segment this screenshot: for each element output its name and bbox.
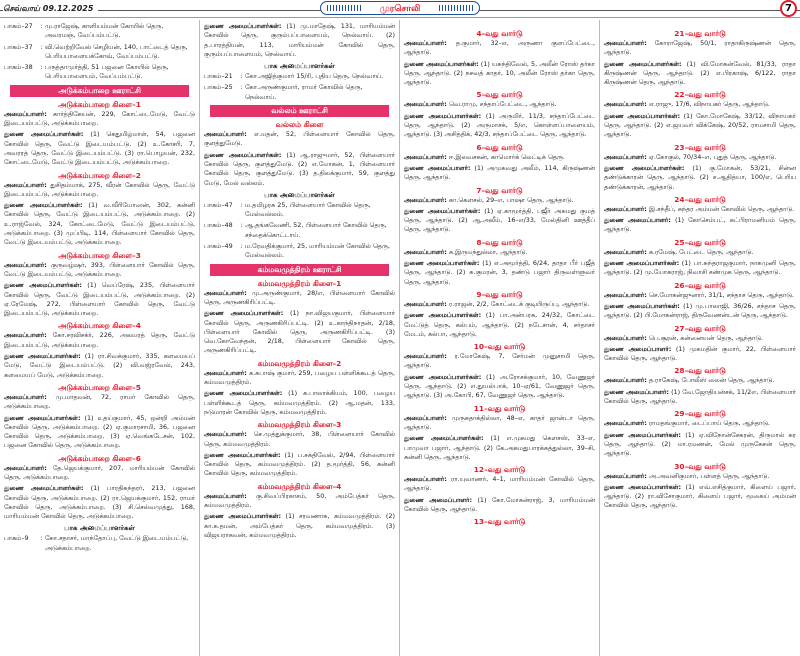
member-details: கோராஜேஷ், 50/1, ராதாகிருஷ்ணன் தெரு, ஆந்தாடு. <box>604 39 796 57</box>
role-label: துணை அமைப்பாளர்: <box>404 163 471 172</box>
member-details: ஏ.கோகுல், 70/34–எ, புதுத் தெரு, ஆந்தாடு. <box>648 152 777 161</box>
member-entry <box>404 259 595 287</box>
role-label: அமைப்பாளர்: <box>4 109 47 118</box>
member-entry <box>604 388 796 407</box>
column-3 <box>400 20 600 656</box>
booth-row <box>4 43 195 62</box>
role-label: அமைப்பாளர்: <box>404 352 447 361</box>
member-entry <box>4 201 195 247</box>
role-label: துணை அமைப்பாளர்: <box>604 344 672 353</box>
member-details: ஈ.இலவசகன், காமொர்க் லெட்டிக் தெரு. <box>448 152 565 161</box>
member-entry <box>4 331 195 350</box>
role-label: அமைப்பாளர்: <box>4 180 47 189</box>
member-entry <box>404 39 595 58</box>
member-entry <box>4 393 195 412</box>
role-label: அமைப்பாளர்: <box>604 39 647 47</box>
member-entry <box>4 181 195 200</box>
role-label: அமைப்பாளர்: <box>604 376 647 385</box>
branch-heading: கம்மவமுத்திரம் கிளை–2 <box>257 358 342 368</box>
booth-number: பாகம்–38 <box>4 63 33 72</box>
role-label: அமைப்பாளர்: <box>204 130 247 139</box>
member-details: மு.மாதவன், 72, ராமர் கோவில் தெரு, அடுக்கம்பாறை. <box>4 392 195 411</box>
member-entry <box>604 60 796 88</box>
branch-heading: 13–வது வார்டு <box>473 517 526 527</box>
member-entry <box>404 414 595 433</box>
member-details: (1) ஆ.ராஜுமார், 52, பிள்ளையார் கோவில் தெரு, குளத்துமேடு. (2) எ.மோகன், 1, பிள்ளையார் கோவில் தெரு, குளத்துமேடு. (3) த.திலக்குமார், 59, குளத்து மேடு, மேல் வல்லம். <box>204 150 395 187</box>
role-label: துணை அமைப்பாளர்கள்: <box>204 150 282 159</box>
branch-heading: 4–வது வார்டு <box>476 29 523 38</box>
member-entry <box>4 261 195 280</box>
member-details: கா.கௌசல், 29–எ, பாஷா தெரு, ஆந்தாடு. <box>448 195 574 204</box>
member-entry <box>404 496 595 515</box>
member-entry <box>204 151 395 188</box>
member-entry <box>204 512 395 540</box>
member-details: (1) கோ.மோகன்ராஜ், 3, மாரியம்மன் கோவில் தெரு, ஆந்தாடு. <box>404 495 595 513</box>
booth-separator: : <box>240 242 243 251</box>
member-details: (1) வி.மோகன்வேல், 81/33, ராதா கிருஷ்ணன் தெரு, ஆந்தாடு. (2) எ.பிரகாஷ், 6/122, ராதா கிருஷ்ணன் தெரு, ஆந்தாடு. <box>604 59 796 87</box>
branch-heading: 5–வது வார்டு <box>476 90 523 100</box>
role-label: அமைப்பாளர்: <box>204 430 247 439</box>
member-entry <box>4 484 195 521</box>
role-label: துணை அமைப்பாளர்கள்: <box>604 301 680 310</box>
section-heading: பாக அமைப்பாளர்கள் <box>264 190 335 199</box>
booth-row <box>204 72 395 81</box>
member-details: (1) அமுகவது அலீம், 114, கிருஷ்ணன் தெரு, ஆந்தாடு. <box>404 163 596 182</box>
role-label: துணை அமைப்பாளர்: <box>604 216 671 225</box>
member-entry <box>404 112 595 140</box>
booth-agent: வி.வெற்றிவேல் செழியன், 140, பாட்டைத் தெரு, பெரியபாளையக்கோவ், வேப்பம்பட்டு. <box>45 42 188 60</box>
member-details: (1) வே.ஜோதியன்சக், 11/2எ, பிள்ளையார் கோவில் தெரு, ஆந்தாடு. <box>604 387 796 406</box>
member-details: (1) அ.ரோசக்குமார், 10, வேணுஜர் தெரு, ஆந்தாடு. (2) எ.துயல்பாக், 10–ஏ/61, வேணுஜர் தெரு, ஆந்தாடு. (3) அ.கோபி, 67, வேணுஜர் தெரு, ஆந்தாடு. <box>404 372 595 400</box>
member-details: செ.முத்துக்குமார், 38, பிள்ளையார் கோவில் தெரு, கம்மவமுத்திரம். <box>204 430 395 448</box>
member-entry <box>604 376 796 385</box>
column-2 <box>200 20 400 656</box>
member-entry <box>404 164 595 183</box>
member-details: முருகதாக்தில்லா, 48–எ, காதர் ஜான்டா தெரு, ஆந்தாடு. <box>404 413 595 431</box>
member-details: (1) நா.விஜயகுமார், பிள்ளையார் கோவில் தெரு, அருணகிரிப்பட்டி. (2) உ.காந்திநாதன், 2/18, பிள்ளையார் கோவில் தெரு, அருணகிரிப்பட்டி. (3) வெ.கோவேந்தன், 2/18, பிள்ளையார் கோவில் தெரு, அருணகிரிப்பட்டி. <box>204 309 395 355</box>
member-details: (1) பா.அன்பரசு, 24/32, கோட்டை மேட்டுத் தெரு, கல்பம், ஆந்தாடு. (2) நடேசான், 4, சர்தாசர் மேடம், கல்பா, ஆந்தாடு. <box>404 311 595 338</box>
branch-heading: அடுக்கம்பாறை கிளை–2 <box>58 170 141 180</box>
booth-number: பாகம்–37 <box>4 42 33 51</box>
booth-separator: : <box>240 72 243 81</box>
role-label: அமைப்பாளர்: <box>604 290 647 299</box>
role-label: துணை அமைப்பாளர்கள்: <box>404 259 480 268</box>
booth-row <box>204 83 395 102</box>
member-details: த.ராகேஷ், போலீஸ் லைன் தெரு, ஆந்தாடு. <box>648 376 775 385</box>
role-label: துணை அமைப்பாளர்கள்: <box>404 372 482 381</box>
role-label: அமைப்பாளர்: <box>604 419 647 428</box>
branch-heading: 26–வது வார்டு <box>674 280 726 290</box>
column-4 <box>600 20 800 656</box>
member-details: (1) ப.சக்திவேல், 2/94, பிள்ளையார் கோவில் தெரு, கம்மவமுத்திரம். (2) த.மூர்த்தி, 56, கன்னி கோவில் தெரு, கம்மவமுத்திரம். <box>204 450 395 478</box>
page-number: 7 <box>780 0 797 17</box>
booth-number: பாகம்–48 <box>204 221 233 230</box>
booth-agent: பருத்தாமுர்த்தி, 51 பஜனை கோயில் தெரு, பெரியபாளையம், வேப்பம்பட்டு. <box>45 63 169 81</box>
booth-separator: : <box>40 63 43 72</box>
branch-heading: 28–வது வார்டு <box>674 366 726 376</box>
panchayat-banner: வல்லம் ஊராட்சி <box>210 105 389 117</box>
booth-number: பாகம்–47 <box>204 200 233 209</box>
panchayat-banner: கம்மவமுத்திரம் ஊராட்சி <box>210 264 389 276</box>
member-entry <box>4 464 195 483</box>
member-entry <box>604 100 796 109</box>
member-details: ர.மோகேஷ், 7, சேர்மன் முனுசாமி தெரு, ஆந்தாடு. <box>404 352 595 370</box>
booth-number: பாகம்–49 <box>204 242 233 251</box>
member-details: வெ.ராமு, சந்தாப்பேட்டை, ஆந்தாடு. <box>448 100 557 109</box>
member-entry <box>4 414 195 451</box>
member-entry <box>604 39 796 58</box>
role-label: துணை அமைப்பாளர்கள்: <box>204 389 283 398</box>
role-label: துணை அமைப்பாளர்கள்: <box>404 59 479 68</box>
member-details: எ.ராஜு, 17/6, விநாயகர் தெரு, ஆந்தாடு. <box>648 100 770 109</box>
booth-agent: கோ.அருண்குமார், ராமர் கோவில் தெரு, நெல்வாய். <box>245 83 363 101</box>
role-label: அமைப்பாளர்: <box>204 491 247 500</box>
member-details: (1) கு.மோகன், 53/21, சின்ன தண்டுக்காரன் தெரு, ஆந்தாடு. (2) ச.ஆதித்யா, 100/எ, பெரிய தண்டுக்காரன், ஆந்தாடு. <box>604 163 796 191</box>
member-entry <box>604 153 796 162</box>
member-entry <box>204 430 395 449</box>
booth-number: பாகம்–9 <box>4 534 29 543</box>
booth-number: பாகம்–25 <box>204 83 233 92</box>
role-label: அமைப்பாளர்: <box>404 195 447 204</box>
member-entry <box>604 205 796 214</box>
role-label: துணை அமைப்பாளர்கள்: <box>404 206 481 215</box>
booth-agent: மு.ராஜேஷ், காளியம்மன் கோயில் தெரு, அவரமஞ், வேப்பம்பட்டு. <box>45 22 164 40</box>
article-columns <box>0 20 800 656</box>
role-label: துணை அமைப்பாளர்கள்: <box>4 484 84 493</box>
branch-heading: 12–வது வார்டு <box>473 465 526 475</box>
role-label: அமைப்பாளர்: <box>604 204 647 213</box>
role-label: அமைப்பாளர்: <box>204 288 247 297</box>
masthead-title-text: முரசொலி <box>379 4 421 14</box>
member-entry <box>604 345 796 364</box>
role-label: அமைப்பாளர்: <box>4 392 47 401</box>
member-entry <box>204 130 395 149</box>
member-entry <box>404 300 595 309</box>
column-1 <box>0 20 200 656</box>
member-entry <box>604 483 796 511</box>
member-details: (1) க.பாலாக்கியம், 100, பழைய பள்ளிக்கூடத் தெரு, கம்மவமுத்திரம். (2) ஆ.மதன், 133, நடுமாரன் கோவில் தெரு, கம்மவமுத்திரம். <box>204 389 395 416</box>
role-label: அமைப்பாளர்: <box>604 333 647 342</box>
member-entry <box>604 248 796 257</box>
role-label: அமைப்பாளர்: <box>404 100 447 109</box>
role-label: துணை அமைப்பாளர்கள்: <box>604 111 681 120</box>
member-entry <box>204 389 395 417</box>
masthead-ornament-left <box>327 5 361 11</box>
role-label: துணை அமைப்பாளர்கள்: <box>604 163 685 172</box>
member-details: ராமதங்குமார், டைப்பாய் தெரு, ஆந்தாடு. <box>648 419 770 428</box>
branch-heading: 11–வது வார்டு <box>473 403 526 413</box>
booth-row <box>4 22 195 41</box>
role-label: அமைப்பாளர்: <box>604 100 647 109</box>
member-details: மு.அருண்குமார், 28/எ, பிள்ளையார் கோவில் தெரு, அருணகிரிப்பட்டி. <box>204 288 395 306</box>
member-entry <box>604 291 796 300</box>
role-label: அமைப்பாளர்: <box>604 247 647 256</box>
role-label: துணை அமைப்பாளர்கள்: <box>4 201 83 210</box>
branch-heading: அடுக்கம்பாறை கிளை–5 <box>58 382 141 392</box>
member-details: குருவழ்ஷர், 393, பிள்ளையார் கோவில் தெரு, வேட்டு இடையம்பட்டு, அடுக்கம்பாறை. <box>4 260 195 278</box>
member-details: (1) யசுந்திவேல், 5, அலீன் ரோஸ் தர்கா தெரு, ஆந்தாடு. (2) நசவத் காதர், 10, அலீன் ரோஸ் தர்கா தெரு, ஆந்தாடு. <box>404 59 595 87</box>
masthead-ornament-right <box>439 5 473 11</box>
role-label: அமைப்பாளர்: <box>604 471 647 480</box>
member-details: (1) கோ.மோகேஷ், 33/12, விநாயகர் தெரு, ஆந்தாடு. (2) எ.ஜயவர் விக்கேஷ், 20/52, ராமசாமி தெரு, ஆந்தாடு. <box>604 111 796 139</box>
branch-heading: 29–வது வார்டு <box>674 409 726 419</box>
booth-row <box>204 201 395 220</box>
member-entry <box>204 369 395 388</box>
booth-agent: ஆ.தங்கவேணி, 52, பிள்ளையார் கோவில் தெரு, சந்தைக்கொட்டாய். <box>245 221 387 239</box>
member-entry <box>404 60 595 88</box>
member-details: இ.சந்தீப், சுந்தர அம்மன் கோவில் தெரு, ஆந்தாடு. <box>648 204 795 213</box>
branch-heading: கம்மவமுத்திரம் கிளை–3 <box>257 420 342 430</box>
member-details: கோ.சரவிசக்ர், 226, அலமரத் தெரு, வேட்டு இடையம்பட்டு, அடுக்கம்பாறை. <box>4 331 195 349</box>
role-label: அமைப்பாளர்: <box>404 39 447 47</box>
booth-row <box>204 242 395 261</box>
branch-heading: வல்லம் கிளை <box>275 120 324 130</box>
member-details: பெ.சூரன், கன்னையன் தெரு, ஆந்தாடு. <box>648 333 764 342</box>
member-entry <box>404 373 595 401</box>
booth-number: பாகம்–21 <box>204 72 233 81</box>
role-label: அமைப்பாளர்: <box>404 475 447 484</box>
booth-agent: கோ.சதாசர், மாந்தோப்பு, வேட்டு இடையம்பட்டு, அடுக்கம்பாறை. <box>45 534 189 552</box>
member-details: கு.சிவப்பிரகாசம், 50, அம்பேத்கர் தெரு, கம்மவமுத்திரம். <box>204 491 395 509</box>
booth-row <box>4 534 195 553</box>
member-details: (1) ரா.சிவக்குமார், 335, களமையப் மேடு, வேட்டு இடையம்பட்டு. (2) வி.வஜ்ரவேல், 243, களமையப் மேடு, அடுக்கம்பாறை. <box>4 352 195 379</box>
branch-heading: அடுக்கம்பாறை கிளை–3 <box>58 250 141 260</box>
role-label: அமைப்பாளர்: <box>604 152 647 161</box>
role-label: அமைப்பாளர்: <box>4 260 47 269</box>
role-label: துணை அமைப்பாளர்கள்: <box>4 413 81 422</box>
member-details: எ.மதன், 52, பிள்ளையார் கோவில் தெரு, குளத்துமேடு. <box>204 130 395 148</box>
member-entry <box>4 352 195 380</box>
booth-agent: ம.தமிழரசு 25, பிள்ளையார் கோவில் தெரு, மேல்வல்லம். <box>245 200 371 219</box>
member-details: (1) வெப்ரேஷ், 235, பிள்ளையார் கோவில் தெரு, வேட்டு இடையம்பட்டு, அடுக்கம்பாறை. (2) ஏ.ரேமேஷ், 272, பிள்ளையார் கோவில் தெரு, வேட்டு இடையம்பட்டு, அடுக்கம்பாறை. <box>4 281 195 318</box>
member-entry <box>404 434 595 462</box>
member-details: (1) ஏ.விநோன்சேகரன், திருமால் சுர தெரு, ஆந்தாடு. (2) மா.ரமணன், மேல் முருகேசன் தெரு, ஆந்தாடு. <box>604 430 796 458</box>
role-label: அமைப்பாளர்: <box>404 413 447 422</box>
role-label: அமைப்பாளர்: <box>204 368 247 377</box>
role-label: அமைப்பாளர்: <box>4 463 47 472</box>
member-entry <box>604 472 796 481</box>
role-label: துணை அமைப்பாளர்: <box>604 387 669 396</box>
member-details: க.ரமேஷ், பேட்டை தெரு, ஆந்தாடு. <box>648 247 754 256</box>
member-details: ரா.யுவாணர், 4–1, மாரியம்மன் கோவில் தெரு, ஆந்தாடு. <box>404 475 595 493</box>
role-label: துணை அமைப்பாளர்கள்: <box>4 352 81 361</box>
branch-heading: கம்மவமுத்திரம் கிளை–1 <box>257 278 342 288</box>
member-entry <box>204 289 395 308</box>
role-label: துணை அமைப்பாளர்கள்: <box>204 309 284 318</box>
masthead-title <box>320 1 480 15</box>
member-details: த.குமார், 32–எ, அருணா குளப்பேட்டை, ஆந்தாடு. <box>404 39 595 57</box>
booth-separator: : <box>240 83 243 92</box>
branch-heading: 9–வது வார்டு <box>476 289 523 299</box>
role-label: துணை அமைப்பாளர்கள்: <box>604 59 682 68</box>
role-label: துணை அமைப்பாளர்கள்: <box>404 311 482 320</box>
branch-heading: 7–வது வார்டு <box>476 185 523 195</box>
member-details: (1) ஏ.காமூர்த்தி, பஜீர் அகமது குமத் தெரு, ஆந்தாடு. (2) ஆ.அலீம், 16–எ/33, மேல்தினி ஊத்தீப் தெரு, ஆந்தாடு. <box>404 206 595 234</box>
member-details: செ.மோகன்ஜுனார், 31/1, சந்தாச தெரு, ஆந்தாடு. <box>648 290 794 299</box>
member-entry <box>604 164 796 192</box>
section-heading: பாக அமைப்பாளர்கள் <box>264 62 335 71</box>
booth-row <box>204 221 395 240</box>
header-underline <box>0 17 800 18</box>
role-label: அமைப்பாளர்: <box>404 299 447 308</box>
booth-separator: : <box>40 42 43 51</box>
member-entry <box>204 451 395 479</box>
member-entry <box>604 334 796 343</box>
member-details: ர.ராஜன், 2/2, கோட்டைக் குடியிருப்பு, ஆந்தாடு. <box>448 299 590 308</box>
branch-heading: அடுக்கம்பாறை கிளை–6 <box>58 453 141 463</box>
branch-heading: 21–வது வார்டு <box>674 29 726 38</box>
booth-separator: : <box>240 221 243 230</box>
member-entry <box>4 110 195 129</box>
branch-heading: 6–வது வார்டு <box>476 142 523 152</box>
branch-heading: 22–வது வார்டு <box>674 90 726 100</box>
page-header <box>0 0 800 19</box>
member-entry <box>404 248 595 257</box>
member-details: (1) உதய்குமார், 45, ஒன்றி அம்மன் கோவில் தெரு, அடுக்கம்பாறை. (2) ஏ.குமாரசாமி, 36, பஜனை கோவில் தெரு, அடுக்கம்பாறை. (3) ஏ.வெங்கடேசன், 102, பஜனை கோவில் தெரு, அடுக்கம்பாறை. <box>4 413 195 450</box>
member-entry <box>404 311 595 339</box>
member-details: (1) சரவணாசு, கம்மவமுத்திரம். (2) கா.க.தமன், அம்பேத்கர் தெரு, கம்மவமுத்திரம். (3) விஜயராகவன், கம்மவமுத்திரம். <box>204 512 395 539</box>
member-entry <box>604 419 796 428</box>
booth-separator: : <box>40 534 43 543</box>
section-heading: பாக அமைப்பாளர்கள் <box>64 524 135 533</box>
role-label: துணை அமைப்பாளர்: <box>404 495 473 504</box>
member-details: (1) மு.பாலாஜி, 36/26, சந்தாச தெரு, ஆந்தாடு. (2) பி.மோகன்ராஜ், திருவேணன்டன் தெரு, ஆந்தாடு. <box>604 301 796 320</box>
booth-separator: : <box>40 22 43 30</box>
member-entry <box>604 259 796 278</box>
branch-heading: 10–வது வார்டு <box>473 342 526 352</box>
branch-heading: கம்மவமுத்திரம் கிளை–4 <box>257 481 342 491</box>
role-label: துணை அமைப்பாளர்கள்: <box>204 512 282 521</box>
member-entry <box>404 475 595 494</box>
role-label: அமைப்பாளர்: <box>404 247 447 256</box>
member-entry <box>204 309 395 355</box>
role-label: அமைப்பாளர்: <box>4 331 47 340</box>
member-details: (1) அருமிர், 11/3, சந்தாப்பேட்டை தெரு, ஆந்தாடு. (2) அருமாசக், 5/எ, கொள்ளப்பாளையம், ஆந்தாடு. (3) அசித்திக், 42/3, சந்தாப்பேட்டை தெரு, ஆந்தாடு. <box>404 111 595 139</box>
booth-separator: : <box>240 200 243 209</box>
member-entry <box>604 112 796 140</box>
role-label: துணை அமைப்பாளர்கள்: <box>604 259 680 268</box>
role-label: துணை அமைப்பாளர்கள்: <box>204 22 282 30</box>
member-details: க.சுபாஷ் குமார், 259, பழைய பள்ளிக்கூடத் தெரு, கம்மவமுத்திரம். <box>204 368 395 387</box>
member-details: (1) முகமதின் குமார், 22, பிள்ளையார் கோவில் தெரு, ஆந்தாடு. <box>604 344 796 363</box>
member-details: (1) மு.மாதேஷ், 131, மாரியம்மன் கோவில் தெரு, குரும்பப்பாளையம், நெல்வாய். (2) த.பாரத்தியன், 113, மாரியம்மன் கோவில் தெரு, குரும்பப்பாளையம், நெல்வாய். <box>204 22 395 58</box>
member-entry <box>204 492 395 511</box>
booth-row <box>4 63 195 82</box>
booth-agent: கோ.அஜித்குமார் 15/ரி, புதிய தெரு, நெல்வாய். <box>245 72 384 81</box>
member-details: அ.அவனிகுமார், பள்ளத் தெரு, ஆந்தாடு. <box>648 471 770 480</box>
role-label: துணை அமைப்பாளர்கள்: <box>604 482 682 491</box>
member-details: (1) வ.வீரியோஸன், 302, கன்னி கோவில் தெரு, வேட்டு இடையம்பட்டு, அடுக்கம்பாறை. (2) உ.ராஜ்வேல், 324, கோட்டைமேடு, வேட்டு இடையம்பட்டு, அடுக்கம்பாறை. (3) முப்பிடி, 114, பிள்ளையார் கோவில் தெரு, வேட்டு இடையம்பட்டு, அடுக்கம்பாறை. <box>4 201 195 247</box>
member-entry <box>604 216 796 235</box>
member-details: (1) கெதுமிழ்மாள், 54, பஜனை கோவில் தெரு, வேட்டு இடையம்பட்டு. (2) உ.கோசரி, 7, அவரரத் தெரு, வேட்டு இடையம்பட்டு. (3) ரா.பொழயன், 232, கோட்டைமேடு, வேட்டு இடையம்பட்டு, அடுக்கம்பாறை. <box>4 130 195 167</box>
role-label: துணை அமைப்பாளர்கள்: <box>4 130 84 139</box>
member-details: சு.இருமந்துல்லா, ஆந்தாடு. <box>448 247 528 256</box>
branch-heading: 23–வது வார்டு <box>674 142 726 152</box>
member-entry <box>4 281 195 318</box>
role-label: துணை அமைப்பாளர்கள்: <box>204 450 281 459</box>
booth-agent: ம.ரேவதிக்குமார், 25, மாரியம்மன் கோவில் தெரு, மேல்வல்லம். <box>245 242 390 260</box>
member-details: துசிதம்மாக், 275, வீரன் கோவில் தெரு, வேட்டு இடையம்பட்டு, அடுக்கம்பாறை. <box>4 180 195 198</box>
member-entry <box>404 207 595 235</box>
role-label: துணை அமைப்பாளர்கள்: <box>4 281 82 290</box>
member-details: கார்த்திகேயன், 229, கோட்டைமேடு, வேட்டு இடையம்பட்டு, அடுக்கம்பாறை. <box>4 109 195 128</box>
member-details: (1) எவ்.எசித்குமார், கிளைய் பஜார், ஆந்தாடு. (2) ரா.விசோகுமார், கிளைய் பஜார், மூகைய் அம்மன் கோவில் தெரு, ஆந்தாடு. <box>604 482 796 510</box>
booth-number: பாகம்–27 <box>4 22 33 30</box>
branch-heading: 30–வது வார்டு <box>674 461 726 471</box>
branch-heading: 8–வது வார்டு <box>476 237 523 247</box>
panchayat-banner: அடுக்கம்பாறை ஊராட்சி <box>10 85 189 97</box>
branch-heading: 24–வது வார்டு <box>674 194 726 204</box>
member-details: (1) எ.முகமது கௌசஸ், 33–எ, பாமுவா பஜார், ஆந்தாடு. (2) கே.அகமதுபாரக்கத்துல்லா, 39–சி, சுன்னி தெரு, ஆந்தாடு. <box>404 434 595 461</box>
role-label: அமைப்பாளர்: <box>404 152 447 161</box>
member-entry <box>404 352 595 371</box>
member-entry <box>204 22 395 59</box>
member-entry <box>404 100 595 109</box>
member-entry <box>404 196 595 205</box>
role-label: துணை அமைப்பாளர்கள்: <box>404 434 484 443</box>
member-details: (1) பா.சுந்தராஜகுமார், நாகமுனி தெரு, ஆந்தாடு. (2) மு.யோகராஜ், நிவாசி சண்முக தெரு, ஆந்தாடு. <box>604 259 796 277</box>
role-label: துணை அமைப்பாளர்கள்: <box>404 111 482 120</box>
branch-heading: அடுக்கம்பாறை கிளை–4 <box>58 321 141 331</box>
issue-date: செவ்வாய் 09.12.2025 <box>3 1 98 16</box>
member-entry <box>404 153 595 162</box>
branch-heading: 27–வது வார்டு <box>674 323 726 333</box>
member-entry <box>604 302 796 321</box>
member-details: தே.ஜெயக்குமார், 207, மாரியம்மன் கோவில் தெரு, அடுக்கம்பாறை. <box>4 463 195 481</box>
member-details: (1) கோசெம்பட், கட்பிராமனியம் தெரு, ஆந்தாடு. <box>604 216 796 234</box>
member-entry <box>4 130 195 167</box>
role-label: துணை அமைப்பாளர்கள்: <box>604 430 681 439</box>
member-details: (1) பாரதிசுந்தரர், 213, பஜனை கோவில் தெரு, அடுக்கம்பாறை. (2) ரா.ஜெயக்குமார், 152, ராமர் கோவில் தெரு, அடுக்கம்பாறை. (3) சி.செல்வமுத்து, 168, மாரியம்மன் கோவில் தெரு, அடுக்கம்பாறை. <box>4 484 195 521</box>
member-entry <box>604 431 796 459</box>
branch-heading: அடுக்கம்பாறை கிளை–1 <box>58 99 141 109</box>
member-details: (1) எ.அமூர்த்தி, 6/24, தாதா பீர் பஜீத் தெரு, ஆந்தாடு. (2) சு.குமரன், 3, தண்டு பஜார் திருவள்ளுவர் தெரு, ஆந்தாடு. <box>404 259 595 286</box>
branch-heading: 25–வது வார்டு <box>674 237 726 247</box>
